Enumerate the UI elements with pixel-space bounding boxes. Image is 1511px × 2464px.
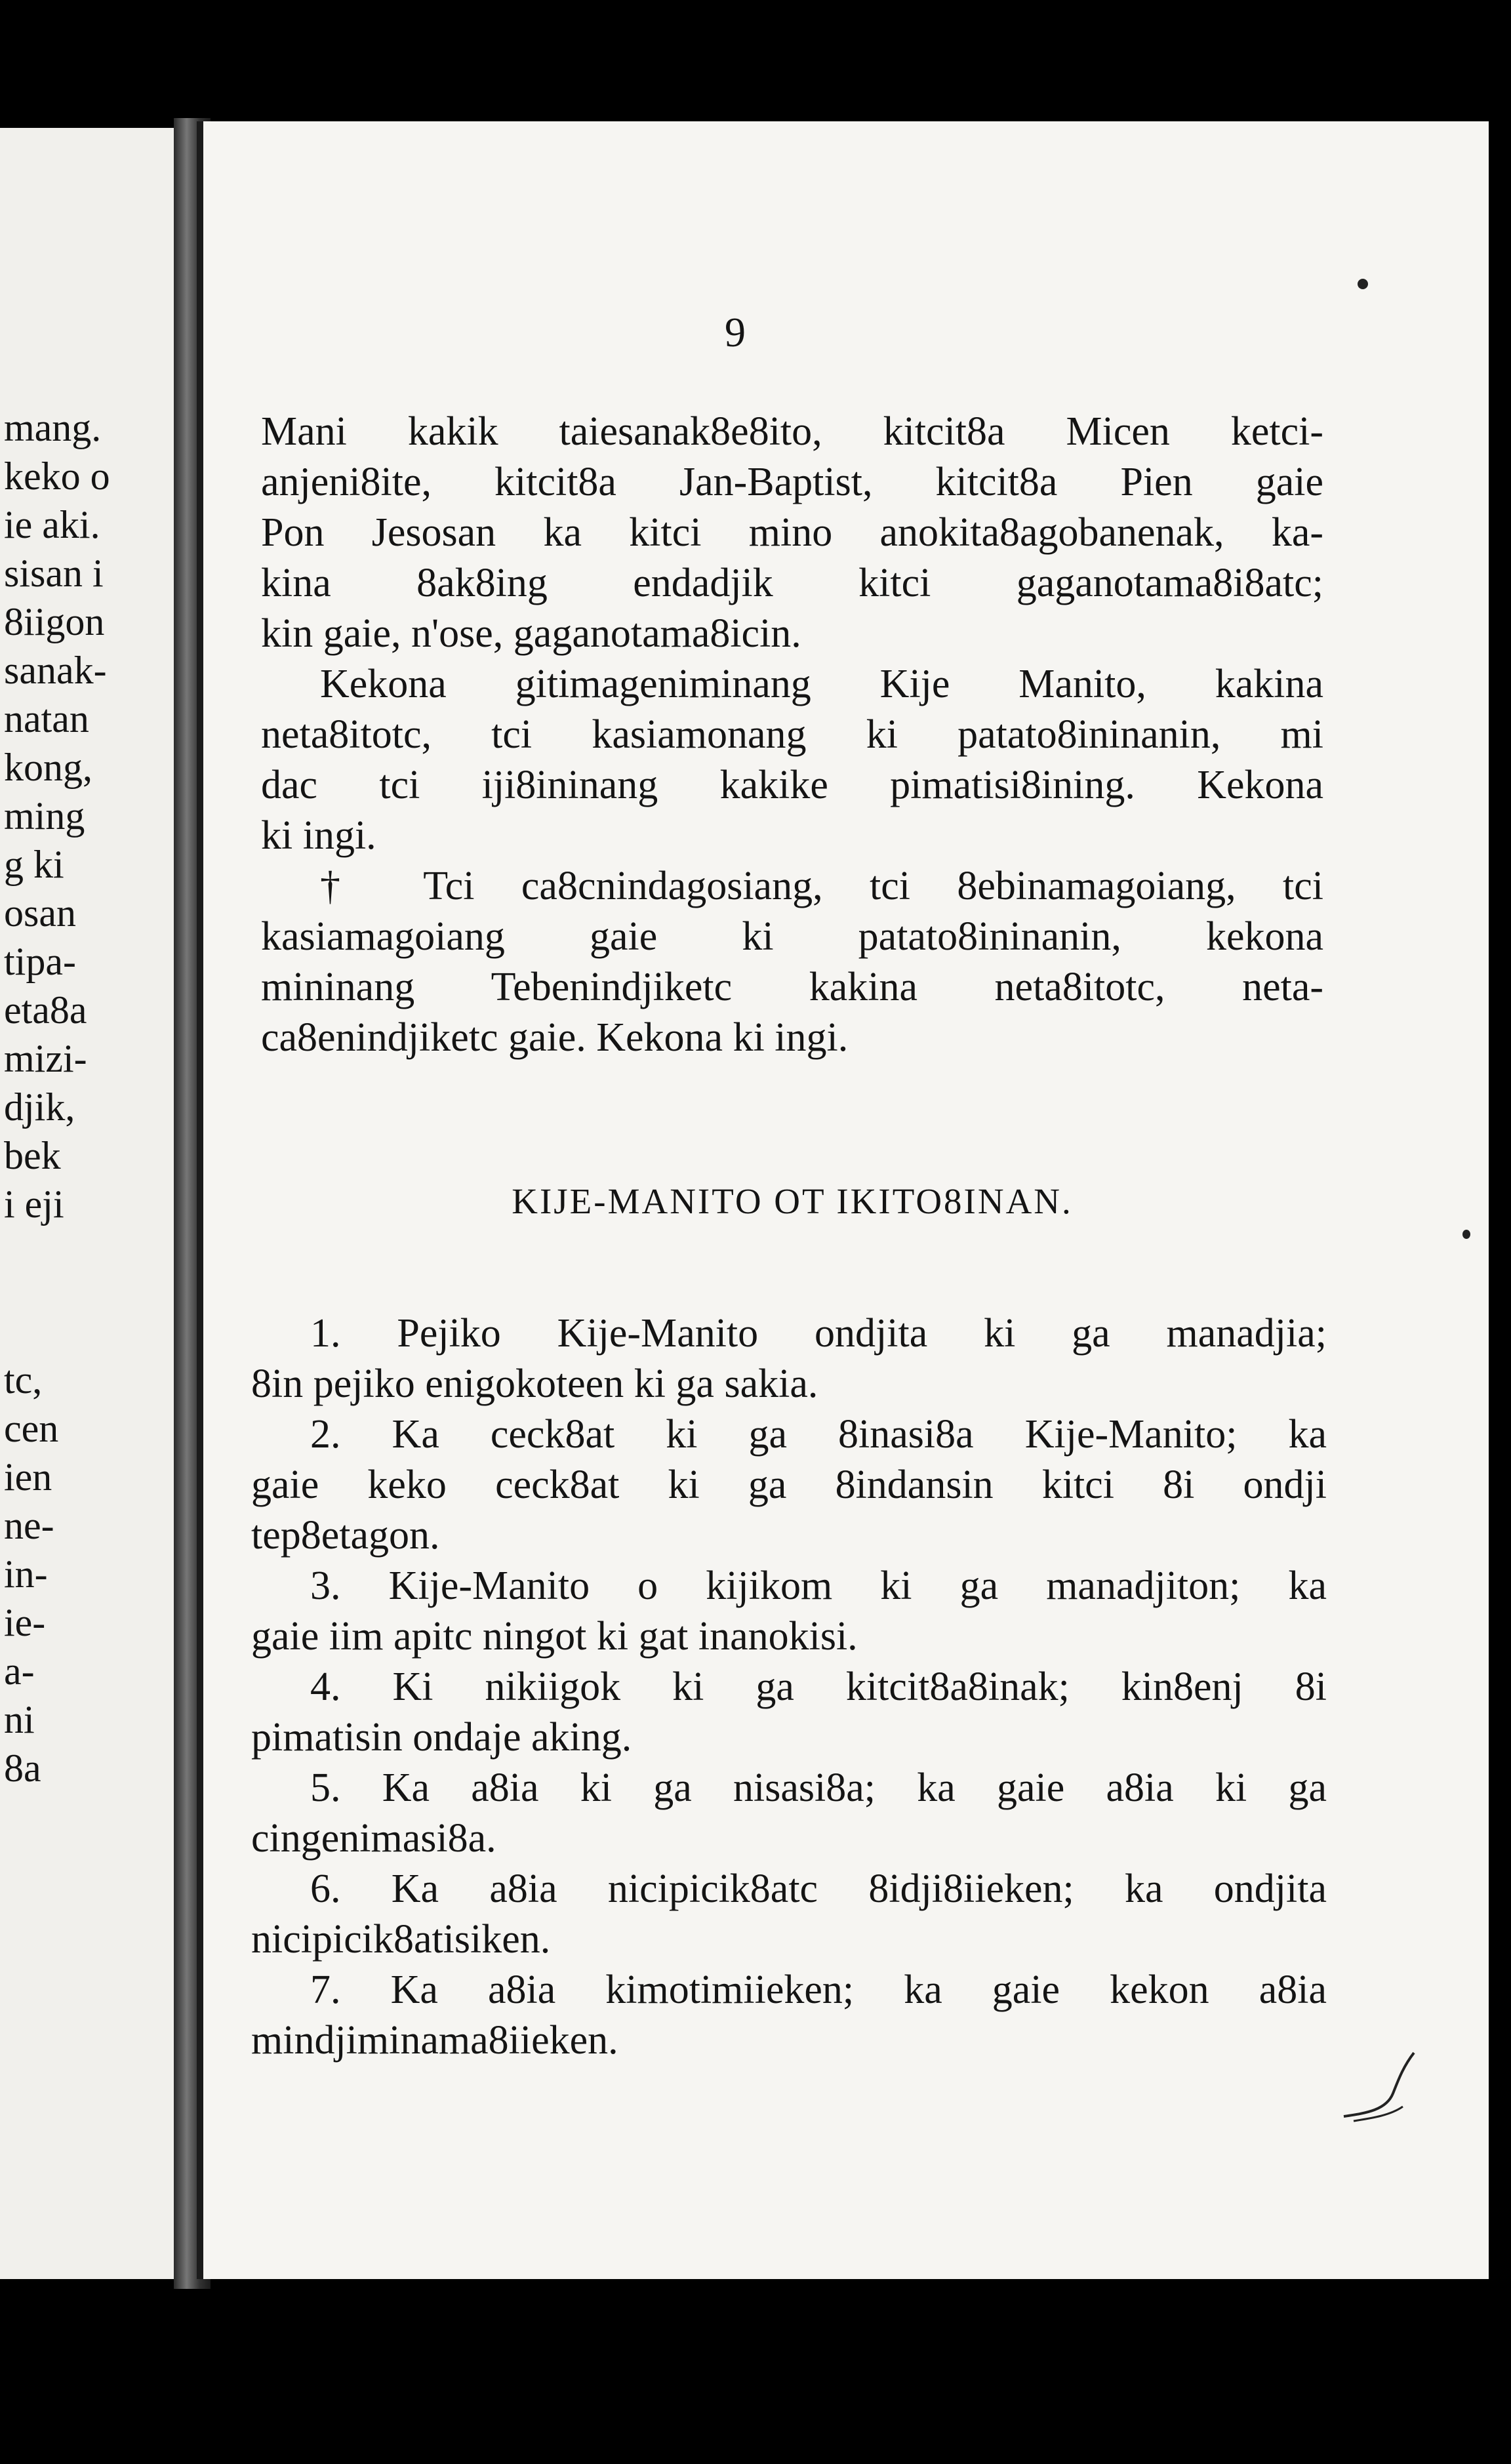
text-line: Pon Jesosan ka kitci mino anokita8agobanenak, ka- (261, 510, 1323, 555)
text-line: 6. Ka a8ia nicipicik8atc 8idji8iieken; ka ondjita (310, 1867, 1327, 1911)
text-line: dac tci iji8ininang kakike pimatisi8ining. Kekona (261, 763, 1323, 807)
pencil-mark-icon (1340, 2048, 1419, 2126)
text-line: 5. Ka a8ia ki ga nisasi8a; ka gaie a8ia ki ga (310, 1766, 1327, 1810)
paragraph (261, 861, 1323, 1063)
previous-page-fragment: ie- (4, 1601, 46, 1644)
previous-page-fragment: i eji (4, 1182, 64, 1226)
ink-speck (1462, 1230, 1470, 1239)
text-line: tep8etagon. (251, 1513, 440, 1558)
text-line: kina 8ak8ing endadjik kitci gaganotama8i8atc; (261, 561, 1323, 605)
previous-page-fragment: eta8a (4, 988, 87, 1032)
ink-speck (1358, 279, 1368, 289)
text-line: anjeni8ite, kitcit8a Jan-Baptist, kitcit8a Pien gaie (261, 460, 1323, 504)
previous-page-fragment: kong, (4, 746, 92, 789)
previous-page-fragment: ming (4, 794, 85, 838)
text-line: 2. Ka ceck8at ki ga 8inasi8a Kije-Manito; ka (310, 1412, 1327, 1457)
text-line: 4. Ki nikiigok ki ga kitcit8a8inak; kin8enj 8i (310, 1665, 1327, 1709)
list-item (251, 1308, 1327, 1409)
text-line: kin gaie, n'ose, gaganotama8icin. (261, 611, 801, 656)
text-line: † Tci ca8cnindagosiang, tci 8ebinamagoiang, tci (320, 864, 1323, 908)
previous-page-fragment: cen (4, 1407, 59, 1450)
previous-page-fragment: osan (4, 891, 76, 935)
text-line: neta8itotc, tci kasiamonang ki patato8ininanin, mi (261, 712, 1323, 757)
list-item (251, 1864, 1327, 1965)
previous-page-fragment: a- (4, 1649, 35, 1693)
previous-page-fragment: sanak- (4, 649, 107, 692)
commandments-list (251, 1308, 1327, 2066)
list-item (251, 1561, 1327, 1662)
text-line: ki ingi. (261, 813, 376, 858)
text-line: mindjiminama8iieken. (251, 2018, 618, 2063)
text-line: Mani kakik taiesanak8e8ito, kitcit8a Micen ketci- (261, 409, 1323, 454)
text-line: gaie keko ceck8at ki ga 8indansin kitci 8i ondji (251, 1463, 1327, 1507)
page-number: 9 (725, 309, 746, 355)
text-line: kasiamagoiang gaie ki patato8ininanin, kekona (261, 914, 1323, 959)
previous-page-fragment: 8iigon (4, 600, 105, 643)
text-line: pimatisin ondaje aking. (251, 1715, 632, 1760)
previous-page-fragment: djik, (4, 1085, 75, 1129)
text-line: Kekona gitimageniminang Kije Manito, kakina (320, 662, 1323, 706)
section-heading: KIJE-MANITO OT IKITO8INAN. (512, 1181, 1073, 1221)
previous-page-fragment: ni (4, 1698, 35, 1741)
text-line: 8in pejiko enigokoteen ki ga sakia. (251, 1362, 818, 1406)
previous-page-fragment: keko o (4, 454, 110, 498)
paragraph (261, 659, 1323, 861)
previous-page-fragment: ien (4, 1455, 52, 1499)
prayer-text (261, 407, 1323, 1063)
list-item (251, 1965, 1327, 2066)
text-line: ca8enindjiketc gaie. Kekona ki ingi. (261, 1015, 849, 1060)
previous-page-fragment: 8a (4, 1747, 41, 1790)
text-line: 3. Kije-Manito o kijikom ki ga manadjiton; ka (310, 1564, 1327, 1608)
previous-page-fragment: sisan i (4, 552, 104, 595)
previous-page-fragment: mizi- (4, 1037, 87, 1080)
paragraph (261, 407, 1323, 659)
previous-page-fragment: natan (4, 697, 89, 740)
list-item (251, 1662, 1327, 1763)
text-line: gaie iim apitc ningot ki gat inanokisi. (251, 1614, 858, 1659)
previous-page-fragment: ne- (4, 1504, 54, 1547)
previous-page-fragment: tc, (4, 1358, 43, 1402)
text-line: cingenimasi8a. (251, 1816, 496, 1861)
previous-page-fragment: in- (4, 1552, 48, 1596)
list-item (251, 1409, 1327, 1561)
previous-page-fragment: mang. (4, 406, 102, 449)
text-line: 1. Pejiko Kije-Manito ondjita ki ga manadjia; (310, 1311, 1327, 1356)
previous-page-fragment: ie aki. (4, 503, 100, 546)
list-item (251, 1763, 1327, 1864)
text-line: 7. Ka a8ia kimotimiieken; ka gaie kekon a8ia (310, 1968, 1327, 2012)
previous-page-fragment: g ki (4, 843, 64, 886)
previous-page-fragment: tipa- (4, 940, 76, 983)
previous-page-edge (0, 128, 174, 2279)
text-line: mininang Tebenindjiketc kakina neta8itotc, neta- (261, 965, 1323, 1009)
text-line: nicipicik8atisiken. (251, 1917, 551, 1962)
previous-page-fragment: bek (4, 1134, 61, 1177)
